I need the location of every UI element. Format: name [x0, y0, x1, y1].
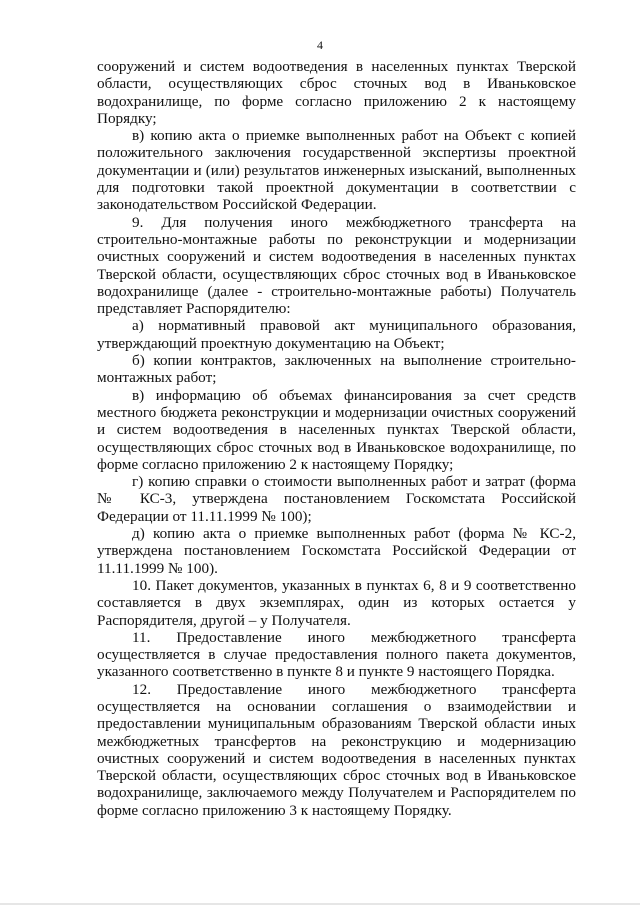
paragraph-9: 9. Для получения иного межбюджетного трансферта на строительно-монтажные работы по реконструкции и модернизации очистных сооружений и систем водоотведения в населенных пунктах Тверской области, осуществляющих сброс сточных вод в Иваньковское водохранилище (далее - строительно-монтажные работы) Получатель представляет Распорядителю: — [97, 213, 576, 318]
paragraph-12: 12. Предоставление иного межбюджетного трансферта осуществляется на основании соглашения о взаимодействии и предоставлении муниципальным образованиям Тверской области иных межбюджетных трансфертов на реконструкцию и модернизацию очистных сооружений и систем водоотведения в населенных пунктах Тверской области, осуществляющих сброс сточных вод в Иваньковское водохранилище, заключаемого между Получателем и Распорядителем по форме согласно приложению 3 к настоящему Порядку. — [97, 680, 576, 819]
paragraph-10: 10. Пакет документов, указанных в пунктах 6, 8 и 9 соответственно составляется в двух экземплярах, один из которых остается у Распорядителя, другой – у Получателя. — [97, 576, 576, 629]
paragraph-11: 11. Предоставление иного межбюджетного трансферта осуществляется в случае предоставления полного пакета документов, указанного соответственно в пункте 8 и пункте 9 настоящего Порядка. — [97, 628, 576, 681]
document-body — [97, 58, 576, 819]
paragraph-9d: д) копию акта о приемке выполненных работ (форма № КС-2, утверждена постановлением Госкомстата Российской Федерации от 11.11.1999 № 100). — [97, 525, 576, 577]
paragraph-9g: г) копию справки о стоимости выполненных работ и затрат (форма № КС-3, утверждена постановлением Госкомстата Российской Федерации от 11.11.1999 № 100); — [97, 473, 576, 525]
paragraph-8v: в) копию акта о приемке выполненных работ на Объект с копией положительного заключения государственной экспертизы проектной документации и (или) результатов инженерных изысканий, выполненных для подготовки такой проектной документации в соответствии с законодательством Российской Федерации. — [97, 127, 576, 214]
paragraph-continuation: сооружений и систем водоотведения в населенных пунктах Тверской области, осуществляющих сброс сточных вод в Иваньковское водохранилище, по форме согласно приложению 2 к настоящему Порядку; — [97, 58, 576, 127]
paragraph-9b: б) копии контрактов, заключенных на выполнение строительно-монтажных работ; — [97, 352, 576, 387]
paragraph-9a: а) нормативный правовой акт муниципального образования, утверждающий проектную документацию на Объект; — [97, 317, 576, 352]
paragraph-9v: в) информацию об объемах финансирования за счет средств местного бюджета реконструкции и модернизации очистных сооружений и систем водоотведения в населенных пунктах Тверской области, осуществляющих сброс сточных вод в Иваньковское водохранилище, по форме согласно приложению 2 к настоящему Порядку; — [97, 386, 576, 473]
page-number: 4 — [317, 38, 323, 52]
